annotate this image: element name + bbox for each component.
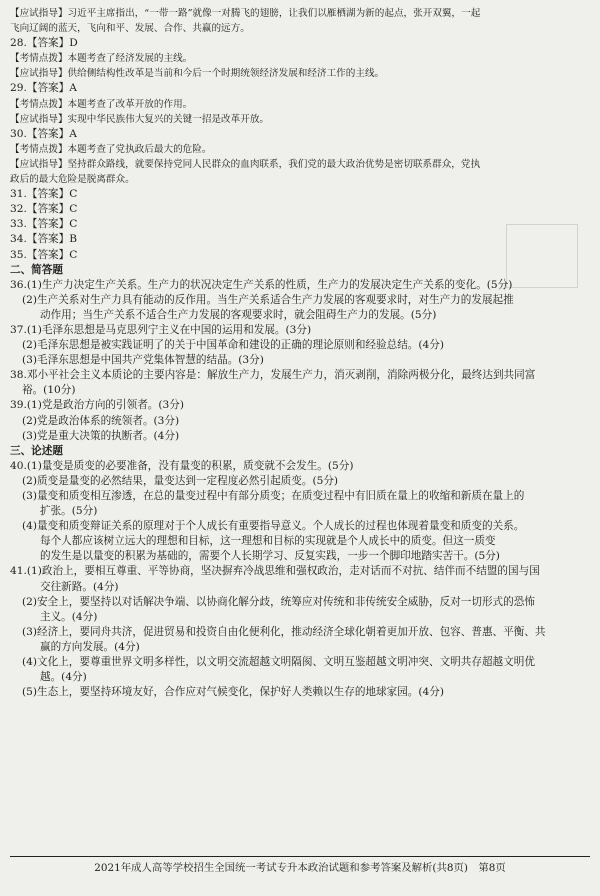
text-line: 36.(1)生产力决定生产关系。生产力的状况决定生产关系的性质，生产力的发展决定生产关系的变化。(5分) (10, 278, 513, 291)
text-line: 交往新路。(4分) (40, 580, 119, 593)
text-line: 【应试指导】坚持群众路线，就要保持党同人民群众的血肉联系，我们党的最大政治优势是密切联系群众，党执 (10, 158, 481, 170)
text-line: 主义。(4分) (40, 610, 98, 623)
text-line: 越。(4分) (40, 671, 87, 684)
text-line: (2)质变是量变的必然结果，量变达到一定程度必然引起质变。(5分) (22, 474, 339, 487)
text-line: 30.【答案】A (10, 127, 77, 140)
text-line: 二、简答题 (10, 263, 63, 276)
page-footer: 2021年成人高等学校招生全国统一考试专升本政治试题和参考答案及解析(共8页) 第8页 (94, 862, 506, 874)
text-line: 【应试指导】实现中华民族伟大复兴的关键一招是改革开放。 (10, 113, 270, 125)
text-line: (4)文化上，要尊重世界文明多样性，以文明交流超越文明隔阂、文明互鉴超越文明冲突、文明共存超越文明优 (22, 656, 535, 669)
text-line: 32.【答案】C (10, 203, 78, 216)
text-line: 31.【答案】C (10, 188, 78, 201)
text-line: 38.邓小平社会主义本质论的主要内容是：解放生产力，发展生产力，消灭剥削，消除两极分化，最终达到共同富 (10, 369, 536, 382)
text-line: 【应试指导】供给侧结构性改革是当前和今后一个时期统领经济发展和经济工作的主线。 (10, 68, 385, 80)
answer-content (10, 6, 590, 700)
text-line: (3)经济上，要同舟共济，促进贸易和投资自由化便利化，推动经济全球化朝着更加开放、包容、普惠、平衡、共 (22, 625, 546, 638)
text-line: 【考情点拨】本题考查了经济发展的主线。 (10, 53, 193, 65)
text-line: 29.【答案】A (10, 82, 77, 95)
text-line: 的发生是以量变的积累为基础的，需要个人长期学习、反复实践，一步一个脚印地踏实苦干。(5分) (40, 550, 500, 563)
text-line: 裕。(10分) (22, 384, 76, 397)
text-line: 三、论述题 (10, 444, 63, 457)
text-line: 扩张。(5分) (40, 505, 98, 518)
text-line: (2)安全上，要坚持以对话解决争端、以协商化解分歧，统筹应对传统和非传统安全威胁，反对一切形式的恐怖 (22, 595, 535, 608)
text-line: 37.(1)毛泽东思想是马克思列宁主义在中国的运用和发展。(3分) (10, 323, 312, 336)
text-line: (3)量变和质变相互渗透，在总的量变过程中有部分质变；在质变过程中有旧质在量上的收缩和新质在量上的 (22, 490, 525, 502)
text-line: 【应试指导】习近平主席指出，“一带一路”就像一对腾飞的翅膀，让我们以雁栖湖为新的起点，张开双翼，一起 (10, 8, 481, 19)
footer-divider (10, 856, 590, 857)
text-line: 【考情点拨】本题考查了改革开放的作用。 (10, 98, 193, 110)
text-line: 飞向辽阔的蓝天，飞向和平、发展、合作、共赢的远方。 (10, 23, 250, 35)
text-line: 33.【答案】C (10, 218, 78, 231)
text-line: (4)量变和质变辩证关系的原理对于个人成长有重要指导意义。个人成长的过程也体现着量变和质变的关系。 (22, 520, 525, 533)
text-line: (2)生产关系对生产力具有能动的反作用。当生产关系适合生产力发展的客观要求时，对生产力的发展起推 (22, 293, 514, 306)
text-line: 40.(1)量变是质变的必要准备，没有量变的积累，质变就不会发生。(5分) (10, 459, 354, 472)
text-line: 28.【答案】D (10, 37, 78, 50)
text-line: 35.【答案】C (10, 248, 78, 261)
text-line: 41.(1)政治上，要相互尊重、平等协商，坚决摒弃冷战思维和强权政治，走对话而不对抗、结伴而不结盟的国与国 (10, 565, 540, 578)
text-line: (2)毛泽东思想是被实践证明了的关于中国革命和建设的正确的理论原则和经验总结。(4分) (22, 339, 444, 352)
text-line: 赢的方向发展。(4分) (40, 640, 140, 653)
text-line: 每个人都应该树立远大的理想和目标，这一理想和目标的实现就是个人成长中的质变。但这一质变 (40, 535, 496, 548)
text-line: 【考情点拨】本题考查了党执政后最大的危险。 (10, 143, 212, 155)
text-line: (5)生态上，要坚持环境友好，合作应对气候变化，保护好人类赖以生存的地球家园。(4分) (22, 686, 444, 699)
text-line: 39.(1)党是政治方向的引领者。(3分) (10, 399, 184, 412)
text-line: 政后的最大危险是脱离群众。 (10, 174, 135, 186)
text-line: 34.【答案】B (10, 233, 78, 246)
text-line: (2)党是政治体系的统领者。(3分) (22, 414, 180, 427)
text-line: 动作用；当生产关系不适合生产力发展的客观要求时，就会阻碍生产力的发展。(5分) (40, 308, 437, 321)
text-line: (3)党是重大决策的执断者。(4分) (22, 429, 180, 442)
text-line: (3)毛泽东思想是中国共产党集体智慧的结晶。(3分) (22, 354, 264, 367)
